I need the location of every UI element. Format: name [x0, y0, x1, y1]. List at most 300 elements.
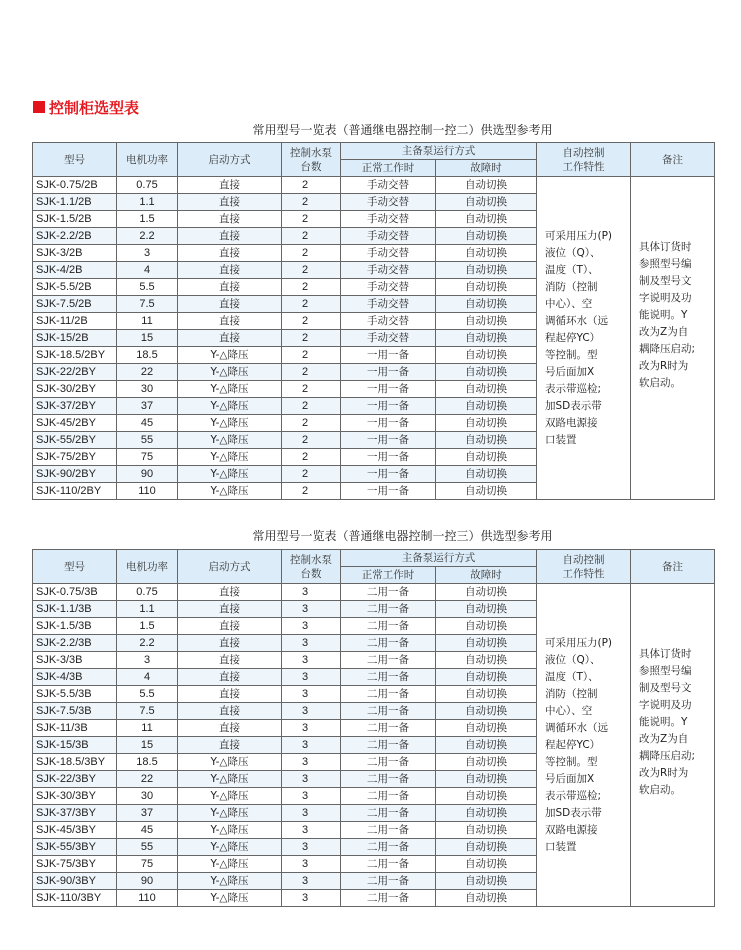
pump-count-cell: 2	[282, 483, 341, 500]
normal-mode-cell: 二用一备	[341, 720, 436, 737]
fault-mode-cell: 自动切换	[436, 449, 537, 466]
header-model: 型号	[33, 550, 117, 584]
normal-mode-cell: 二用一备	[341, 788, 436, 805]
pump-count-cell: 2	[282, 330, 341, 347]
selection-table-2	[32, 549, 715, 907]
fault-mode-cell: 自动切换	[436, 296, 537, 313]
pump-count-cell: 2	[282, 466, 341, 483]
auto-feature-line: 温度（T）、	[545, 263, 599, 276]
normal-mode-cell: 一用一备	[341, 483, 436, 500]
auto-feature-line: 程起停YC）	[545, 738, 601, 751]
fault-mode-cell: 自动切换	[436, 839, 537, 856]
header-pumps: 控制水泵 台数	[282, 143, 341, 177]
power-cell: 15	[117, 330, 178, 347]
start-method-cell: Y-△降压	[178, 890, 282, 907]
auto-feature-line: 双路电源接	[545, 416, 598, 429]
auto-feature-line: 调循环水（远	[545, 721, 608, 734]
normal-mode-cell: 手动交替	[341, 245, 436, 262]
fault-mode-cell: 自动切换	[436, 635, 537, 652]
start-method-cell: 直接	[178, 245, 282, 262]
model-cell: SJK-1.5/3B	[33, 618, 117, 635]
power-cell: 55	[117, 432, 178, 449]
fault-mode-cell: 自动切换	[436, 822, 537, 839]
fault-mode-cell: 自动切换	[436, 432, 537, 449]
power-cell: 5.5	[117, 279, 178, 296]
normal-mode-cell: 一用一备	[341, 415, 436, 432]
power-cell: 75	[117, 449, 178, 466]
fault-mode-cell: 自动切换	[436, 669, 537, 686]
model-cell: SJK-22/2BY	[33, 364, 117, 381]
power-cell: 90	[117, 873, 178, 890]
pump-count-cell: 2	[282, 296, 341, 313]
auto-feature-line: 可采用压力(P)	[545, 229, 613, 242]
pump-count-cell: 2	[282, 245, 341, 262]
pump-count-cell: 3	[282, 873, 341, 890]
remark-line: 软启动。	[639, 377, 681, 389]
pump-count-cell: 3	[282, 686, 341, 703]
start-method-cell: Y-△降压	[178, 873, 282, 890]
auto-feature-line: 口装置	[545, 433, 577, 446]
normal-mode-cell: 二用一备	[341, 703, 436, 720]
power-cell: 0.75	[117, 177, 178, 194]
normal-mode-cell: 二用一备	[341, 822, 436, 839]
power-cell: 4	[117, 262, 178, 279]
start-method-cell: 直接	[178, 618, 282, 635]
fault-mode-cell: 自动切换	[436, 618, 537, 635]
model-cell: SJK-45/2BY	[33, 415, 117, 432]
header-model: 型号	[33, 143, 117, 177]
power-cell: 3	[117, 652, 178, 669]
power-cell: 18.5	[117, 754, 178, 771]
auto-feature-note	[537, 584, 631, 907]
normal-mode-cell: 二用一备	[341, 839, 436, 856]
model-cell: SJK-55/2BY	[33, 432, 117, 449]
pump-count-cell: 3	[282, 669, 341, 686]
table-row	[33, 584, 715, 601]
start-method-cell: Y-△降压	[178, 483, 282, 500]
pump-count-cell: 3	[282, 618, 341, 635]
start-method-cell: Y-△降压	[178, 347, 282, 364]
start-method-cell: Y-△降压	[178, 788, 282, 805]
pump-count-cell: 2	[282, 177, 341, 194]
auto-feature-line: 可采用压力(P)	[545, 636, 613, 649]
model-cell: SJK-11/3B	[33, 720, 117, 737]
auto-feature-line: 液位（Q）、	[545, 653, 601, 666]
start-method-cell: 直接	[178, 686, 282, 703]
header-fault: 故障时	[436, 567, 537, 584]
fault-mode-cell: 自动切换	[436, 788, 537, 805]
header-power: 电机功率	[117, 143, 178, 177]
start-method-cell: Y-△降压	[178, 466, 282, 483]
model-cell: SJK-0.75/2B	[33, 177, 117, 194]
header-normal: 正常工作时	[341, 160, 436, 177]
power-cell: 1.1	[117, 194, 178, 211]
power-cell: 75	[117, 856, 178, 873]
fault-mode-cell: 自动切换	[436, 856, 537, 873]
auto-feature-line: 加SD表示带	[545, 399, 602, 412]
remark-line: 字说明及功	[639, 292, 692, 304]
power-cell: 11	[117, 313, 178, 330]
power-cell: 110	[117, 483, 178, 500]
pump-count-cell: 3	[282, 856, 341, 873]
start-method-cell: Y-△降压	[178, 754, 282, 771]
normal-mode-cell: 二用一备	[341, 737, 436, 754]
normal-mode-cell: 二用一备	[341, 805, 436, 822]
remark-note	[631, 177, 715, 500]
pump-count-cell: 3	[282, 635, 341, 652]
remark-line: 具体订货时	[639, 241, 692, 253]
fault-mode-cell: 自动切换	[436, 805, 537, 822]
start-method-cell: 直接	[178, 194, 282, 211]
model-cell: SJK-30/2BY	[33, 381, 117, 398]
fault-mode-cell: 自动切换	[436, 262, 537, 279]
normal-mode-cell: 一用一备	[341, 398, 436, 415]
normal-mode-cell: 手动交替	[341, 177, 436, 194]
power-cell: 55	[117, 839, 178, 856]
remark-line: 字说明及功	[639, 699, 692, 711]
model-cell: SJK-2.2/3B	[33, 635, 117, 652]
model-cell: SJK-110/2BY	[33, 483, 117, 500]
start-method-cell: 直接	[178, 652, 282, 669]
model-cell: SJK-5.5/3B	[33, 686, 117, 703]
fault-mode-cell: 自动切换	[436, 398, 537, 415]
normal-mode-cell: 手动交替	[341, 330, 436, 347]
start-method-cell: 直接	[178, 584, 282, 601]
power-cell: 3	[117, 245, 178, 262]
fault-mode-cell: 自动切换	[436, 279, 537, 296]
power-cell: 37	[117, 805, 178, 822]
normal-mode-cell: 二用一备	[341, 686, 436, 703]
power-cell: 5.5	[117, 686, 178, 703]
fault-mode-cell: 自动切换	[436, 194, 537, 211]
header-fault: 故障时	[436, 160, 537, 177]
start-method-cell: 直接	[178, 177, 282, 194]
normal-mode-cell: 手动交替	[341, 313, 436, 330]
header-power: 电机功率	[117, 550, 178, 584]
normal-mode-cell: 手动交替	[341, 296, 436, 313]
power-cell: 18.5	[117, 347, 178, 364]
fault-mode-cell: 自动切换	[436, 873, 537, 890]
start-method-cell: 直接	[178, 211, 282, 228]
header-mode: 主备泵运行方式	[341, 550, 537, 567]
start-method-cell: Y-△降压	[178, 856, 282, 873]
power-cell: 110	[117, 890, 178, 907]
start-method-cell: Y-△降压	[178, 805, 282, 822]
fault-mode-cell: 自动切换	[436, 211, 537, 228]
start-method-cell: 直接	[178, 703, 282, 720]
pump-count-cell: 3	[282, 822, 341, 839]
power-cell: 45	[117, 415, 178, 432]
fault-mode-cell: 自动切换	[436, 652, 537, 669]
start-method-cell: Y-△降压	[178, 381, 282, 398]
remark-line: 制及型号文	[639, 275, 692, 287]
normal-mode-cell: 手动交替	[341, 194, 436, 211]
pump-count-cell: 2	[282, 381, 341, 398]
remark-line: 具体订货时	[639, 648, 692, 660]
start-method-cell: 直接	[178, 737, 282, 754]
normal-mode-cell: 手动交替	[341, 228, 436, 245]
model-cell: SJK-4/3B	[33, 669, 117, 686]
fault-mode-cell: 自动切换	[436, 720, 537, 737]
auto-feature-line: 中心）、空	[545, 297, 593, 310]
table-row	[33, 177, 715, 194]
model-cell: SJK-90/3BY	[33, 873, 117, 890]
power-cell: 45	[117, 822, 178, 839]
power-cell: 7.5	[117, 703, 178, 720]
fault-mode-cell: 自动切换	[436, 364, 537, 381]
normal-mode-cell: 一用一备	[341, 466, 436, 483]
model-cell: SJK-18.5/2BY	[33, 347, 117, 364]
pump-count-cell: 2	[282, 279, 341, 296]
normal-mode-cell: 二用一备	[341, 635, 436, 652]
pump-count-cell: 2	[282, 347, 341, 364]
model-cell: SJK-3/2B	[33, 245, 117, 262]
model-cell: SJK-4/2B	[33, 262, 117, 279]
power-cell: 15	[117, 737, 178, 754]
normal-mode-cell: 二用一备	[341, 601, 436, 618]
start-method-cell: 直接	[178, 279, 282, 296]
normal-mode-cell: 二用一备	[341, 618, 436, 635]
remark-line: 耦降压启动;	[639, 750, 696, 762]
normal-mode-cell: 二用一备	[341, 669, 436, 686]
power-cell: 2.2	[117, 228, 178, 245]
normal-mode-cell: 手动交替	[341, 211, 436, 228]
start-method-cell: 直接	[178, 296, 282, 313]
auto-feature-line: 中心）、空	[545, 704, 593, 717]
normal-mode-cell: 一用一备	[341, 449, 436, 466]
power-cell: 2.2	[117, 635, 178, 652]
start-method-cell: Y-△降压	[178, 839, 282, 856]
power-cell: 30	[117, 788, 178, 805]
section-title	[33, 97, 139, 117]
power-cell: 0.75	[117, 584, 178, 601]
power-cell: 1.5	[117, 211, 178, 228]
auto-feature-line: 号后面加X	[545, 365, 595, 378]
pump-count-cell: 2	[282, 211, 341, 228]
remark-line: 改为R时为	[639, 767, 689, 779]
model-cell: SJK-15/2B	[33, 330, 117, 347]
model-cell: SJK-5.5/2B	[33, 279, 117, 296]
start-method-cell: Y-△降压	[178, 415, 282, 432]
fault-mode-cell: 自动切换	[436, 347, 537, 364]
start-method-cell: 直接	[178, 720, 282, 737]
red-square-icon	[33, 101, 45, 113]
auto-feature-line: 调循环水（远	[545, 314, 608, 327]
model-cell: SJK-37/3BY	[33, 805, 117, 822]
pump-count-cell: 3	[282, 703, 341, 720]
model-cell: SJK-11/2B	[33, 313, 117, 330]
fault-mode-cell: 自动切换	[436, 483, 537, 500]
model-cell: SJK-3/3B	[33, 652, 117, 669]
remark-line: 软启动。	[639, 784, 681, 796]
power-cell: 1.5	[117, 618, 178, 635]
model-cell: SJK-55/3BY	[33, 839, 117, 856]
normal-mode-cell: 一用一备	[341, 364, 436, 381]
fault-mode-cell: 自动切换	[436, 313, 537, 330]
model-cell: SJK-110/3BY	[33, 890, 117, 907]
power-cell: 22	[117, 364, 178, 381]
auto-feature-line: 消防（控制	[545, 280, 598, 293]
pump-count-cell: 2	[282, 415, 341, 432]
fault-mode-cell: 自动切换	[436, 466, 537, 483]
fault-mode-cell: 自动切换	[436, 601, 537, 618]
fault-mode-cell: 自动切换	[436, 245, 537, 262]
start-method-cell: 直接	[178, 330, 282, 347]
pump-count-cell: 2	[282, 194, 341, 211]
model-cell: SJK-2.2/2B	[33, 228, 117, 245]
auto-feature-line: 口装置	[545, 840, 577, 853]
power-cell: 30	[117, 381, 178, 398]
normal-mode-cell: 手动交替	[341, 279, 436, 296]
start-method-cell: 直接	[178, 669, 282, 686]
normal-mode-cell: 二用一备	[341, 890, 436, 907]
header-remark: 备注	[631, 143, 715, 177]
auto-feature-line: 双路电源接	[545, 823, 598, 836]
model-cell: SJK-1.1/2B	[33, 194, 117, 211]
header-auto: 自动控制 工作特性	[537, 143, 631, 177]
power-cell: 37	[117, 398, 178, 415]
model-cell: SJK-75/2BY	[33, 449, 117, 466]
normal-mode-cell: 二用一备	[341, 754, 436, 771]
auto-feature-line: 等控制。型	[545, 755, 598, 768]
pump-count-cell: 2	[282, 398, 341, 415]
start-method-cell: 直接	[178, 635, 282, 652]
pump-count-cell: 3	[282, 601, 341, 618]
model-cell: SJK-45/3BY	[33, 822, 117, 839]
remark-line: 能说明。Y	[639, 716, 688, 728]
start-method-cell: Y-△降压	[178, 449, 282, 466]
fault-mode-cell: 自动切换	[436, 754, 537, 771]
remark-line: 改为Z为自	[639, 733, 689, 745]
table-caption-1: 常用型号一览表（普通继电器控制一控二）供选型参考用	[252, 123, 553, 137]
model-cell: SJK-1.5/2B	[33, 211, 117, 228]
normal-mode-cell: 一用一备	[341, 347, 436, 364]
model-cell: SJK-1.1/3B	[33, 601, 117, 618]
remark-line: 制及型号文	[639, 682, 692, 694]
fault-mode-cell: 自动切换	[436, 584, 537, 601]
pump-count-cell: 3	[282, 788, 341, 805]
fault-mode-cell: 自动切换	[436, 228, 537, 245]
pump-count-cell: 3	[282, 771, 341, 788]
auto-feature-line: 温度（T）、	[545, 670, 599, 683]
power-cell: 1.1	[117, 601, 178, 618]
pump-count-cell: 3	[282, 720, 341, 737]
remark-note	[631, 584, 715, 907]
fault-mode-cell: 自动切换	[436, 890, 537, 907]
model-cell: SJK-30/3BY	[33, 788, 117, 805]
pump-count-cell: 2	[282, 449, 341, 466]
power-cell: 4	[117, 669, 178, 686]
remark-line: 参照型号编	[639, 665, 692, 677]
model-cell: SJK-0.75/3B	[33, 584, 117, 601]
remark-line: 参照型号编	[639, 258, 692, 270]
pump-count-cell: 3	[282, 737, 341, 754]
fault-mode-cell: 自动切换	[436, 703, 537, 720]
model-cell: SJK-7.5/2B	[33, 296, 117, 313]
start-method-cell: Y-△降压	[178, 822, 282, 839]
start-method-cell: Y-△降压	[178, 364, 282, 381]
header-mode: 主备泵运行方式	[341, 143, 537, 160]
pump-count-cell: 3	[282, 754, 341, 771]
normal-mode-cell: 一用一备	[341, 432, 436, 449]
fault-mode-cell: 自动切换	[436, 381, 537, 398]
start-method-cell: 直接	[178, 601, 282, 618]
start-method-cell: Y-△降压	[178, 398, 282, 415]
auto-feature-line: 加SD表示带	[545, 806, 602, 819]
remark-line: 能说明。Y	[639, 309, 688, 321]
pump-count-cell: 2	[282, 313, 341, 330]
header-remark: 备注	[631, 550, 715, 584]
power-cell: 11	[117, 720, 178, 737]
auto-feature-line: 等控制。型	[545, 348, 598, 361]
fault-mode-cell: 自动切换	[436, 415, 537, 432]
auto-feature-line: 消防（控制	[545, 687, 598, 700]
header-normal: 正常工作时	[341, 567, 436, 584]
remark-line: 耦降压启动;	[639, 343, 696, 355]
pump-count-cell: 3	[282, 652, 341, 669]
remark-line: 改为Z为自	[639, 326, 689, 338]
start-method-cell: Y-△降压	[178, 432, 282, 449]
selection-table-1	[32, 142, 715, 500]
header-auto: 自动控制 工作特性	[537, 550, 631, 584]
model-cell: SJK-7.5/3B	[33, 703, 117, 720]
model-cell: SJK-22/3BY	[33, 771, 117, 788]
start-method-cell: 直接	[178, 262, 282, 279]
model-cell: SJK-18.5/3BY	[33, 754, 117, 771]
pump-count-cell: 2	[282, 228, 341, 245]
normal-mode-cell: 手动交替	[341, 262, 436, 279]
power-cell: 7.5	[117, 296, 178, 313]
header-start: 启动方式	[178, 550, 282, 584]
pump-count-cell: 3	[282, 805, 341, 822]
power-cell: 22	[117, 771, 178, 788]
start-method-cell: 直接	[178, 228, 282, 245]
pump-count-cell: 2	[282, 364, 341, 381]
pump-count-cell: 3	[282, 584, 341, 601]
normal-mode-cell: 二用一备	[341, 584, 436, 601]
start-method-cell: Y-△降压	[178, 771, 282, 788]
header-pumps: 控制水泵 台数	[282, 550, 341, 584]
pump-count-cell: 2	[282, 432, 341, 449]
model-cell: SJK-15/3B	[33, 737, 117, 754]
start-method-cell: 直接	[178, 313, 282, 330]
normal-mode-cell: 二用一备	[341, 873, 436, 890]
model-cell: SJK-37/2BY	[33, 398, 117, 415]
fault-mode-cell: 自动切换	[436, 737, 537, 754]
auto-feature-note	[537, 177, 631, 500]
pump-count-cell: 3	[282, 839, 341, 856]
fault-mode-cell: 自动切换	[436, 686, 537, 703]
normal-mode-cell: 一用一备	[341, 381, 436, 398]
remark-line: 改为R时为	[639, 360, 689, 372]
normal-mode-cell: 二用一备	[341, 856, 436, 873]
normal-mode-cell: 二用一备	[341, 771, 436, 788]
section-title-text: 控制柜选型表	[49, 98, 140, 117]
normal-mode-cell: 二用一备	[341, 652, 436, 669]
pump-count-cell: 2	[282, 262, 341, 279]
auto-feature-line: 表示带巡检;	[545, 789, 602, 802]
fault-mode-cell: 自动切换	[436, 177, 537, 194]
fault-mode-cell: 自动切换	[436, 330, 537, 347]
model-cell: SJK-75/3BY	[33, 856, 117, 873]
power-cell: 90	[117, 466, 178, 483]
table-caption-2: 常用型号一览表（普通继电器控制一控三）供选型参考用	[252, 529, 553, 543]
auto-feature-line: 号后面加X	[545, 772, 595, 785]
fault-mode-cell: 自动切换	[436, 771, 537, 788]
auto-feature-line: 表示带巡检;	[545, 382, 602, 395]
header-start: 启动方式	[178, 143, 282, 177]
auto-feature-line: 液位（Q）、	[545, 246, 601, 259]
